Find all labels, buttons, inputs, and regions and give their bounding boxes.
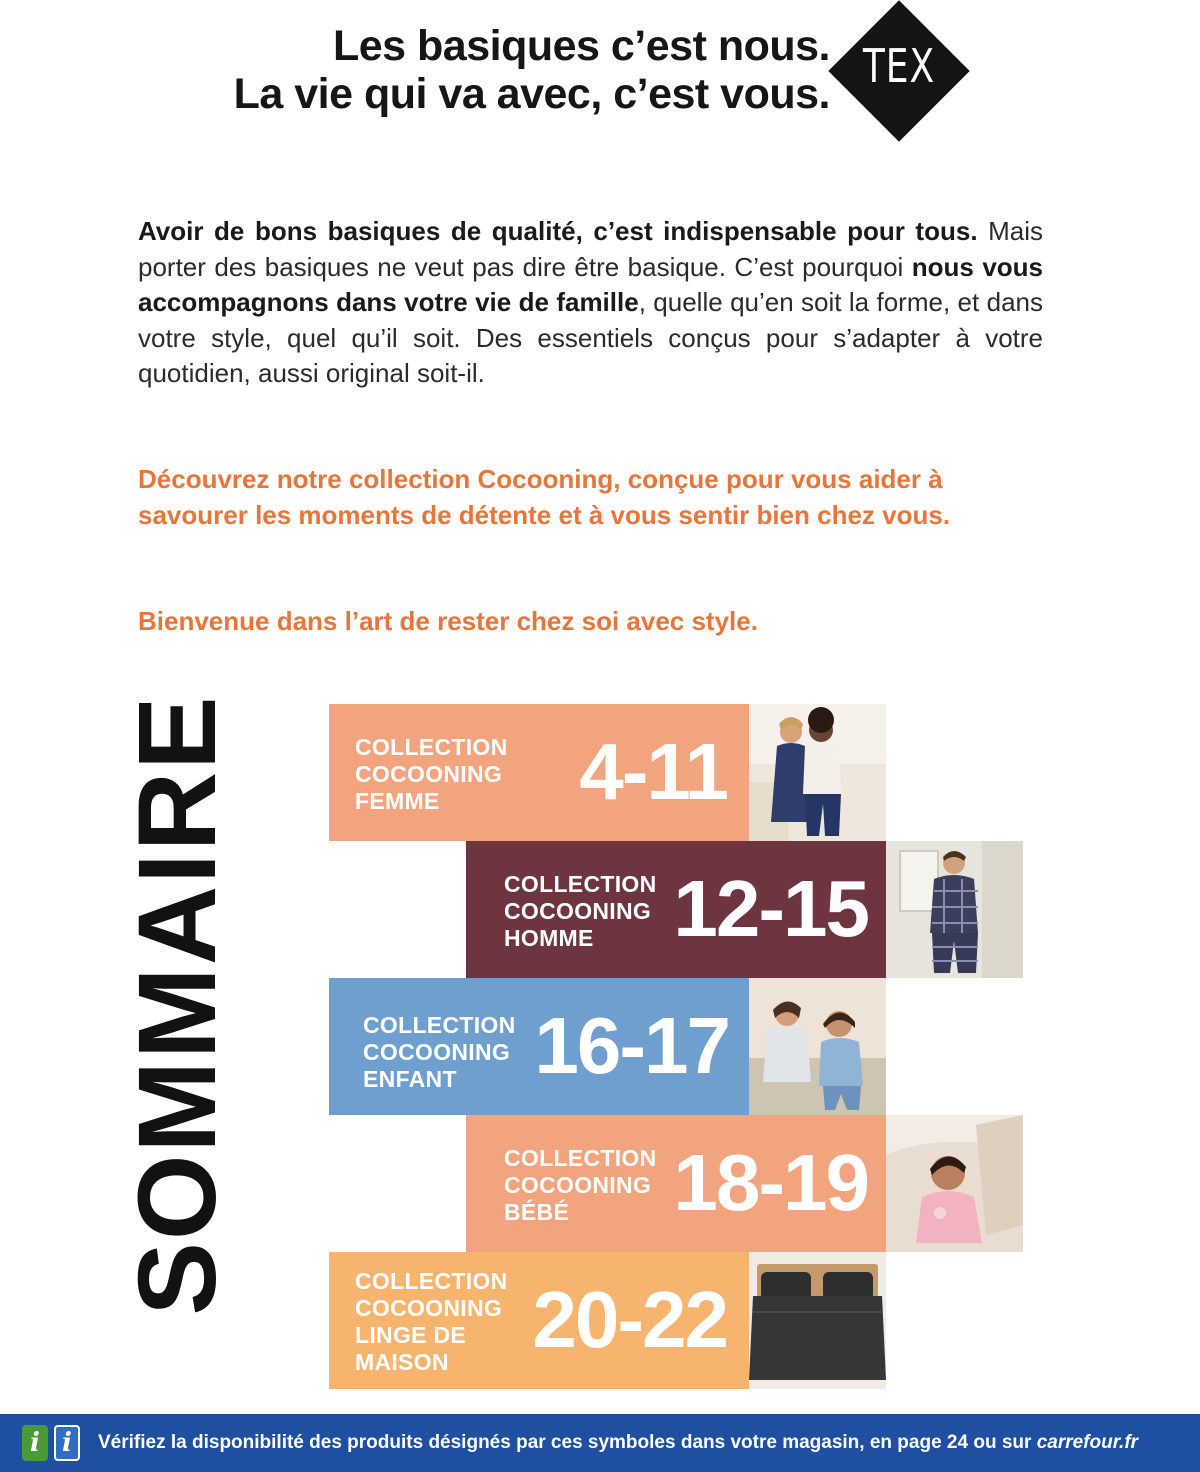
section-block-linge — [329, 1252, 749, 1389]
carrefour-link[interactable]: carrefour.fr — [1036, 1432, 1139, 1453]
section-row-enfant[interactable] — [329, 978, 886, 1115]
label-line: COLLECTION — [355, 1268, 508, 1294]
photo-bebe — [886, 1115, 1023, 1252]
section-label-femme — [355, 734, 508, 815]
intro-text-2: , quelle qu’en soit la forme, et dans votre style, quel qu’il soit. Des essentiels conçus pour s’adapter à votre quotidien, aussi original soit-il. — [138, 287, 1043, 388]
section-pages-enfant: 16-17 — [534, 1001, 729, 1090]
label-line: COCOONING — [355, 1295, 503, 1321]
intro-paragraph — [138, 214, 1043, 392]
footer-icons — [22, 1425, 80, 1461]
section-block-bebe — [466, 1115, 886, 1252]
section-pages-femme: 4-11 — [579, 727, 727, 816]
section-block-enfant — [329, 978, 749, 1115]
label-line: COCOONING — [355, 761, 503, 787]
section-row-femme[interactable] — [329, 704, 886, 841]
label-line: COCOONING — [363, 1039, 511, 1065]
intro-bold-1: Avoir de bons basiques de qualité, c’est indispensable pour tous. — [138, 216, 978, 246]
label-line: FEMME — [355, 788, 440, 814]
label-line: COCOONING — [504, 1172, 652, 1198]
label-line: COLLECTION — [363, 1012, 516, 1038]
label-line: COCOONING — [504, 898, 652, 924]
headline-line-1: Les basiques c’est nous. — [332, 22, 830, 70]
section-row-homme[interactable] — [466, 841, 1023, 978]
footer-message: Vérifiez la disponibilité des produits désignés par ces symboles dans votre magasin, en page 24 ou sur — [98, 1432, 1037, 1453]
section-pages-homme: 12-15 — [673, 864, 868, 953]
photo-homme — [886, 841, 1023, 978]
label-line: LINGE DE — [355, 1322, 467, 1348]
info-icon: i — [22, 1425, 48, 1461]
section-row-linge[interactable] — [329, 1252, 886, 1389]
headline-line-2: La vie qui va avec, c’est vous. — [233, 70, 830, 118]
label-line: HOMME — [504, 925, 594, 951]
section-pages-bebe: 18-19 — [673, 1138, 868, 1227]
label-line: BÉBÉ — [504, 1199, 570, 1225]
label-line: COLLECTION — [504, 1145, 657, 1171]
logo-text: TEX — [862, 40, 936, 94]
section-label-homme — [504, 871, 657, 952]
label-line: COLLECTION — [504, 871, 657, 897]
photo-enfant — [749, 978, 886, 1115]
label-line: COLLECTION — [355, 734, 508, 760]
availability-footer — [0, 1414, 1200, 1472]
tex-logo — [828, 0, 970, 142]
welcome-paragraph: Bienvenue dans l’art de rester chez soi avec style. — [138, 606, 758, 636]
info-icon: i — [54, 1425, 80, 1461]
headline — [150, 22, 830, 118]
section-label-bebe — [504, 1145, 657, 1226]
label-line: MAISON — [355, 1349, 449, 1375]
section-block-homme — [466, 841, 886, 978]
footer-text — [98, 1432, 1138, 1454]
photo-femme — [749, 704, 886, 841]
section-pages-linge: 20-22 — [532, 1275, 727, 1364]
intro-text-1: Mais porter des basiques ne veut pas dire être basique. C’est pourquoi — [138, 216, 1043, 282]
section-label-linge — [355, 1268, 508, 1376]
section-label-enfant — [363, 1012, 516, 1093]
sommaire-title: SOMMAIRE — [116, 694, 239, 1316]
label-line: ENFANT — [363, 1066, 457, 1092]
intro-bold-2: nous vous accompagnons dans votre vie de famille — [138, 251, 1044, 317]
photo-linge — [749, 1252, 886, 1389]
section-row-bebe[interactable] — [466, 1115, 1023, 1252]
cocooning-paragraph: Découvrez notre collection Cocooning, conçue pour vous aider à savourer les moments de détente et à vous sentir bien chez vous. — [138, 464, 951, 530]
section-block-femme — [329, 704, 749, 841]
